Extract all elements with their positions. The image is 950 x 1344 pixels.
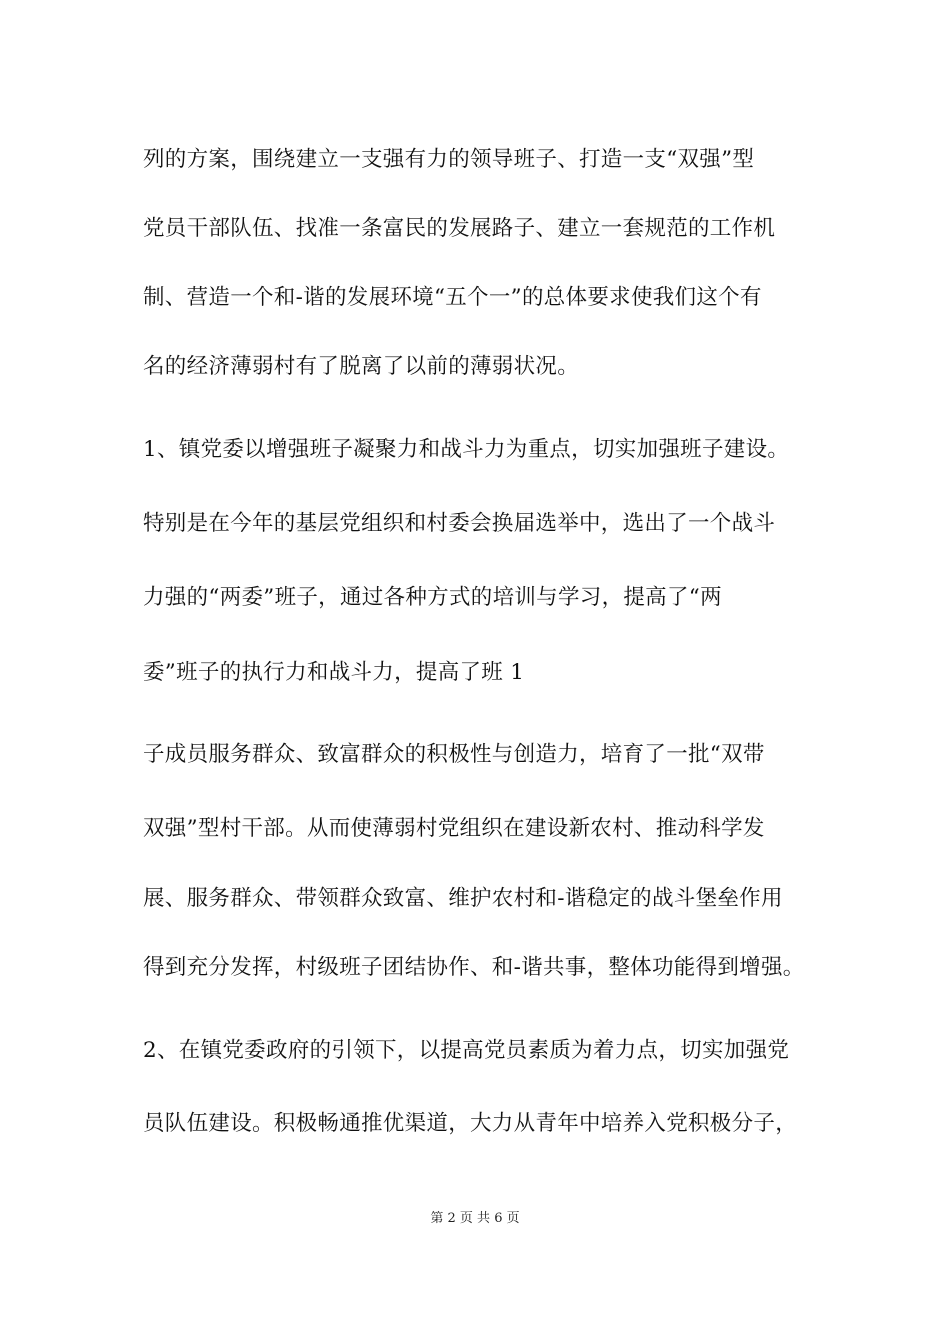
body-text-line: 展、服务群众、带领群众致富、维护农村和-谐稳定的战斗堡垒作用 — [143, 886, 783, 911]
body-text-line: 名的经济薄弱村有了脱离了以前的薄弱状况。 — [143, 354, 580, 379]
body-text-line: 党员干部队伍、找准一条富民的发展路子、建立一套规范的工作机 — [143, 216, 776, 241]
body-text-line: 2、在镇党委政府的引领下，以提高党员素质为着力点，切实加强党 — [143, 1038, 790, 1063]
body-text-line: 力强的“两委”班子，通过各种方式的培训与学习，提高了“两 — [143, 585, 722, 610]
body-text-line: 制、营造一个和-谐的发展环境“五个一”的总体要求使我们这个有 — [143, 285, 762, 310]
body-text-line: 双强”型村干部。从而使薄弱村党组织在建设新农村、推动科学发 — [143, 816, 765, 841]
body-text-line: 子成员服务群众、致富群众的积极性与创造力，培育了一批“双带 — [143, 742, 765, 767]
body-text-line: 员队伍建设。积极畅通推优渠道，大力从青年中培养入党积极分子， — [143, 1111, 798, 1136]
body-text-line: 得到充分发挥，村级班子团结协作、和-谐共事，整体功能得到增强。 — [143, 955, 805, 980]
body-text-line: 1、镇党委以增强班子凝聚力和战斗力为重点，切实加强班子建设。 — [143, 437, 790, 462]
body-text-line: 列的方案，围绕建立一支强有力的领导班子、打造一支“双强”型 — [143, 147, 755, 172]
body-text-line: 特别是在今年的基层党组织和村委会换届选举中，选出了一个战斗 — [143, 511, 776, 536]
page-number-footer: 第 2 页 共 6 页 — [430, 1211, 520, 1226]
body-text-line: 委”班子的执行力和战斗力，提高了班 1 — [143, 660, 525, 685]
